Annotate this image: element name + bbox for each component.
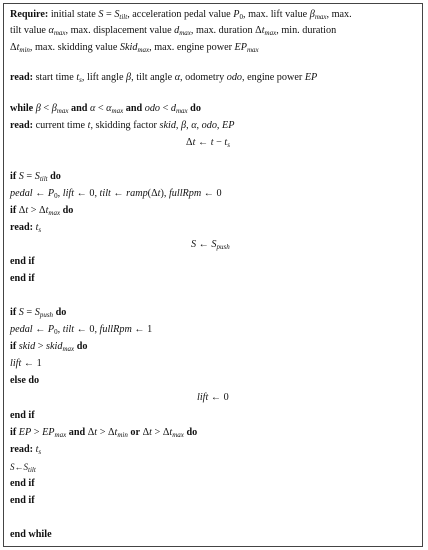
lift-one: lift ← 1 — [10, 358, 42, 369]
if-tilt: if $S = S_{tilt}$ do — [10, 171, 61, 183]
read-ts-1: read: $t_s$ — [10, 222, 42, 234]
end-if-1: end if — [10, 256, 35, 267]
require-line-1: Require: initial state $S = S_{tilt}$, acceleration pedal value $P_0$, max. lift value $\beta_{max}$, max. — [10, 9, 352, 21]
require-line-3: $\Delta t_{min}$, max. skidding value Skid$_{max}$, max. engine power $EP_{max}$ — [10, 42, 259, 54]
end-if-2: end if — [10, 273, 35, 284]
require-label: Require: — [10, 9, 49, 20]
if-push: if $S = S_{push}$ do — [10, 307, 67, 319]
require-line-2: tilt value $\alpha_{max}$, max. displacement value $d_{max}$, max. duration $\Delta t_{max}$, min. duration — [10, 25, 337, 37]
end-if-4: end if — [10, 478, 35, 489]
s-push-assign: S ← $S_{push}$ — [191, 239, 230, 251]
algorithm-box — [3, 3, 423, 547]
while-line: while $\beta < \beta_{max}$ and $\alpha < \alpha_{max}$ and odo < $d_{max}$ do — [10, 103, 201, 115]
push-assign: pedal ← $P_0$, tilt ← 0, fullRpm ← 1 — [10, 324, 153, 336]
if-dt-max: if $\Delta t > \Delta t_{max}$ do — [10, 205, 74, 217]
read-ts-2: read: $t_s$ — [10, 444, 42, 456]
else-do: else do — [10, 375, 40, 386]
tilt-assign: pedal ← $P_0$, lift ← 0, tilt ← ramp(Δt), fullRpm ← 0 — [10, 188, 222, 200]
if-ep: if EP > $EP_{max}$ and $\Delta t > \Delta t_{min}$ or $\Delta t > \Delta t_{max}$ do — [10, 427, 198, 439]
end-if-3: end if — [10, 410, 35, 421]
if-skid: if skid > skid$_{max}$ do — [10, 341, 88, 353]
s-tilt-assign: $S\leftarrow S_{tilt}$ — [10, 462, 36, 474]
read-current: read: current time t, skidding factor skid, β, α, odo, EP — [10, 120, 235, 131]
lift-zero: lift ← 0 — [197, 392, 229, 403]
read-start: read: start time $t_s$, lift angle β, tilt angle α, odometry odo, engine power EP — [10, 72, 318, 84]
delta-assign: Δt ← $t - t_s$ — [186, 137, 230, 149]
end-if-5: end if — [10, 495, 35, 506]
end-while: end while — [10, 529, 52, 540]
